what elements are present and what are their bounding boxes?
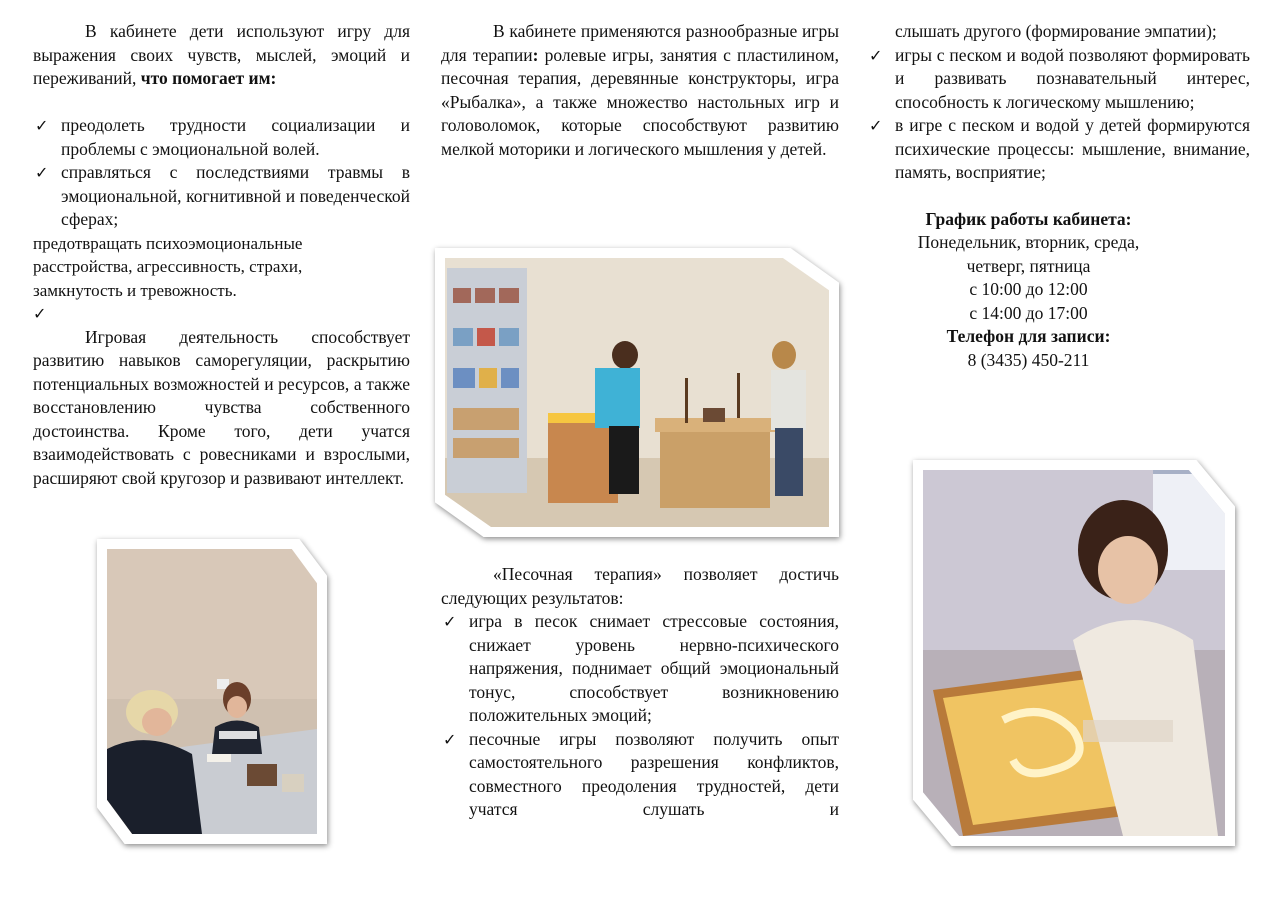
schedule-days: Понедельник, вторник, среда, bbox=[917, 232, 1140, 252]
schedule-days: четверг, пятница bbox=[966, 255, 1091, 276]
list-item bbox=[441, 610, 839, 728]
sand-therapy-intro: «Песочная терапия» позволяет достичь следующих результатов: bbox=[441, 564, 839, 608]
table-session-image bbox=[107, 549, 317, 834]
list-item bbox=[867, 114, 1250, 185]
column-middle-lower bbox=[441, 563, 839, 822]
play-paragraph: Игровая деятельность способствует развитию навыков саморегуляции, раскрытию потенциальных возможностей и ресурсов, а также восстановлению чувства собственного достоинства. Кроме того, дети учатся взаимодействовать с ровесниками и взрослыми, расширяют свой кругозор и развивают интеллект. bbox=[33, 326, 410, 488]
check-icon: ✓ bbox=[35, 163, 49, 182]
list-item bbox=[33, 161, 410, 232]
check-icon: ✓ bbox=[443, 612, 457, 631]
list-item-text: игры с песком и водой позволяют формировать и развивать познавательный интерес, способность к логическому мышлению; bbox=[895, 44, 1250, 112]
intro-bold-text: : bbox=[532, 44, 539, 65]
list-item-text: игра в песок снимает стрессовые состояния, снижает уровень нервно-психического напряжения, поднимает общий эмоциональный тонус, способствует возникновению положительных эмоций; bbox=[469, 611, 839, 725]
phone-number: 8 (3435) 450-211 bbox=[967, 349, 1090, 370]
check-icon: ✓ bbox=[869, 116, 883, 135]
sand-results-list bbox=[441, 610, 839, 822]
list-item bbox=[33, 114, 410, 161]
game-tables-image bbox=[445, 258, 829, 527]
intro-paragraph-middle bbox=[441, 20, 839, 161]
intro-rest-text: ролевые игры, занятия с пластилином, песочная терапия, деревянные конструкторы, игра «Рыбалка», а также множество настольных игр и головоломок, которые способствуют развитию мелкой моторики и логического мышления у детей. bbox=[441, 44, 839, 159]
column-right bbox=[867, 20, 1250, 372]
intro-text: В кабинете дети используют игру для выражения своих чувств, мыслей, эмоций и переживаний, bbox=[33, 21, 410, 88]
schedule-time: с 10:00 до 12:00 bbox=[969, 279, 1088, 299]
photo-sand-table-girl bbox=[913, 460, 1235, 846]
list-item-text: справляться с последствиями травмы в эмоциональной, когнитивной и поведенческой сферах; bbox=[61, 162, 410, 229]
column-middle bbox=[441, 20, 839, 161]
list-item bbox=[441, 728, 839, 822]
column-left bbox=[33, 20, 410, 490]
continued-text: слышать другого (формирование эмпатии); bbox=[895, 21, 1217, 41]
schedule-block bbox=[837, 208, 1220, 373]
phone-title: Телефон для записи: bbox=[946, 326, 1111, 346]
check-icon: ✓ bbox=[33, 304, 47, 323]
list-item bbox=[867, 44, 1250, 115]
schedule-title: График работы кабинета: bbox=[925, 208, 1132, 229]
intro-text: В кабинете применяются разнообразные игры для терапии bbox=[441, 21, 839, 65]
benefits-list bbox=[33, 114, 410, 232]
sand-water-list bbox=[867, 44, 1250, 185]
loose-line: предотвращать психоэмоциональные расстройства, агрессивность, страхи, замкнутость и тревожность. bbox=[33, 233, 303, 300]
check-icon: ✓ bbox=[443, 729, 457, 749]
check-icon: ✓ bbox=[35, 116, 49, 135]
list-item-text: преодолеть трудности социализации и проблемы с эмоциональной волей. bbox=[61, 115, 410, 159]
intro-bold-text: что помогает им: bbox=[140, 68, 277, 88]
sand-table-image bbox=[923, 470, 1225, 836]
list-item-text: в игре с песком и водой у детей формируются психические процессы: мышление, внимание, память, восприятие; bbox=[895, 115, 1250, 182]
photo-table-session bbox=[97, 539, 327, 844]
intro-paragraph-left bbox=[33, 20, 410, 91]
list-item-text: песочные игры позволяют получить опыт самостоятельного разрешения конфликтов, совместного преодоления трудностей, дети учатся слушать и bbox=[469, 728, 839, 819]
photo-game-tables bbox=[435, 248, 839, 537]
schedule-time: с 14:00 до 17:00 bbox=[969, 302, 1088, 323]
check-icon: ✓ bbox=[869, 45, 883, 65]
